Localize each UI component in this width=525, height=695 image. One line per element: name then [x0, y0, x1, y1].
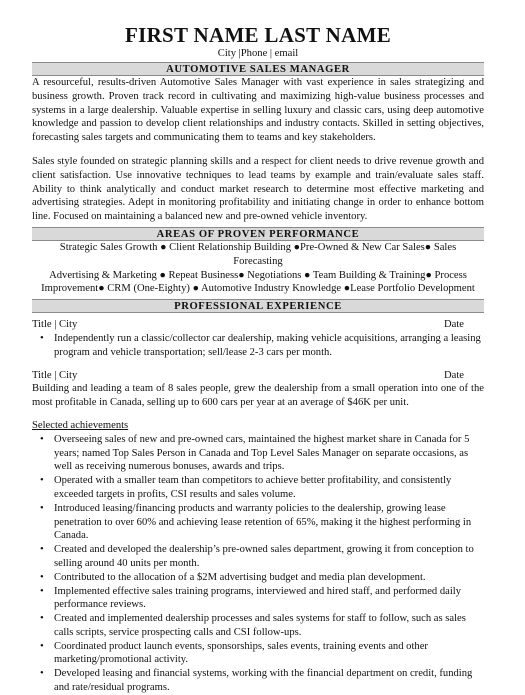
list-item: • Introduced leasing/financing products and warranty policies to the dealership, growing lease penetration to over 60% and achieving lease retention of 65%, making it the highest performing in Canada. — [32, 502, 484, 543]
skills-line-3: Improvement● CRM (One-Eighty) ● Automotive Industry Knowledge ●Lease Portfolio Development — [41, 283, 475, 295]
summary-paragraph-2: Sales style founded on strategic planning skills and a respect for client needs to drive revenue growth and client satisfaction. Use innovative techniques to lead teams by example and train/evaluate sales staff. Ability to think analytically and conduct market research to determine most effective marketing and advertising strategies. Adept in monitoring profitability and initiating change in order to enhance bottom line. Focused on maintaining a balanced new and pre-owned vehicle inventory. — [32, 155, 484, 223]
achievements-subheading: Selected achievements — [32, 419, 129, 431]
job-2-title-city: Title | City — [32, 369, 78, 381]
job-2-header — [32, 369, 484, 383]
summary-paragraph-1: A resourceful, results-driven Automotive Sales Manager with vast experience in sales strategizing and business growth. Proven track record in cultivating and maximizing high-value business processes and systems in a large dealership. Valuable expertise in selling luxury and classic cars, using deep automotive knowledge and passion to develop client relationships and industry contacts. Skilled in setting objectives, forecasting sales targets and communicating them to teams and key stakeholders. — [32, 77, 484, 144]
job-2-bullets — [32, 433, 484, 695]
experience-section-title: PROFESSIONAL EXPERIENCE — [32, 299, 484, 313]
list-item: • Created and implemented dealership processes and sales systems for staff to follow, such as sales calls scripts, service prospecting calls and CSI follow-ups. — [32, 612, 484, 640]
spacer — [32, 410, 484, 419]
list-item: • Implemented effective sales training programs, interviewed and hired staff, and performed daily performance reviews. — [32, 585, 484, 613]
job-1-date: Date — [444, 319, 464, 331]
job-2-date: Date — [444, 369, 464, 381]
list-item: • Operated with a smaller team than competitors to achieve better profitability, and consistently exceeded targets in profits, CSI results and sales volume. — [32, 474, 484, 502]
skills-line-1: Strategic Sales Growth ● Client Relationship Building ●Pre-Owned & New Car Sales● Sales Forecasting — [59, 241, 457, 267]
job-1-bullets — [32, 332, 484, 360]
job-1-title-city: Title | City — [32, 319, 78, 331]
summary-section-title: AUTOMOTIVE SALES MANAGER — [32, 62, 484, 76]
list-item: • Developed leasing and financial systems, working with the financial department on credit, funding and rate/residual programs. — [32, 667, 484, 695]
spacer — [32, 145, 484, 155]
job-1-header — [32, 318, 484, 332]
contact-line: City |Phone | email — [217, 48, 299, 59]
job-2-description: Building and leading a team of 8 sales people, grew the dealership from a small operation into one of the most profitable in Canada, selling up to 600 cars per year at an average of $46K per unit. — [32, 383, 484, 409]
candidate-name: FIRST NAME LAST NAME — [124, 23, 392, 47]
list-item: • Coordinated product launch events, sponsorships, sales events, training events and other marketing/promotional activity. — [32, 640, 484, 668]
skills-list — [32, 241, 484, 296]
list-item: • Contributed to the allocation of a $2M advertising budget and media plan development. — [32, 571, 484, 585]
list-item: • Independently run a classic/collector car dealership, making vehicle acquisitions, arranging a leasing program and vehicle transportation; sell/lease 2-3 cars per month. — [32, 332, 484, 360]
list-item: • Created and developed the dealership’s pre-owned sales department, growing it from conception to selling around 40 units per month. — [32, 543, 484, 571]
list-item: • Overseeing sales of new and pre-owned cars, maintained the highest market share in Canada for 5 years; named Top Sales Person in Canada and Top Level Sales Manager on separate occasions, as well as receiving numerous bonuses, awards and trips. — [32, 433, 484, 474]
skills-section-title: AREAS OF PROVEN PERFORMANCE — [32, 227, 484, 241]
skills-line-2: Advertising & Marketing ● Repeat Business● Negotiations ● Team Building & Training● Process — [49, 269, 467, 281]
